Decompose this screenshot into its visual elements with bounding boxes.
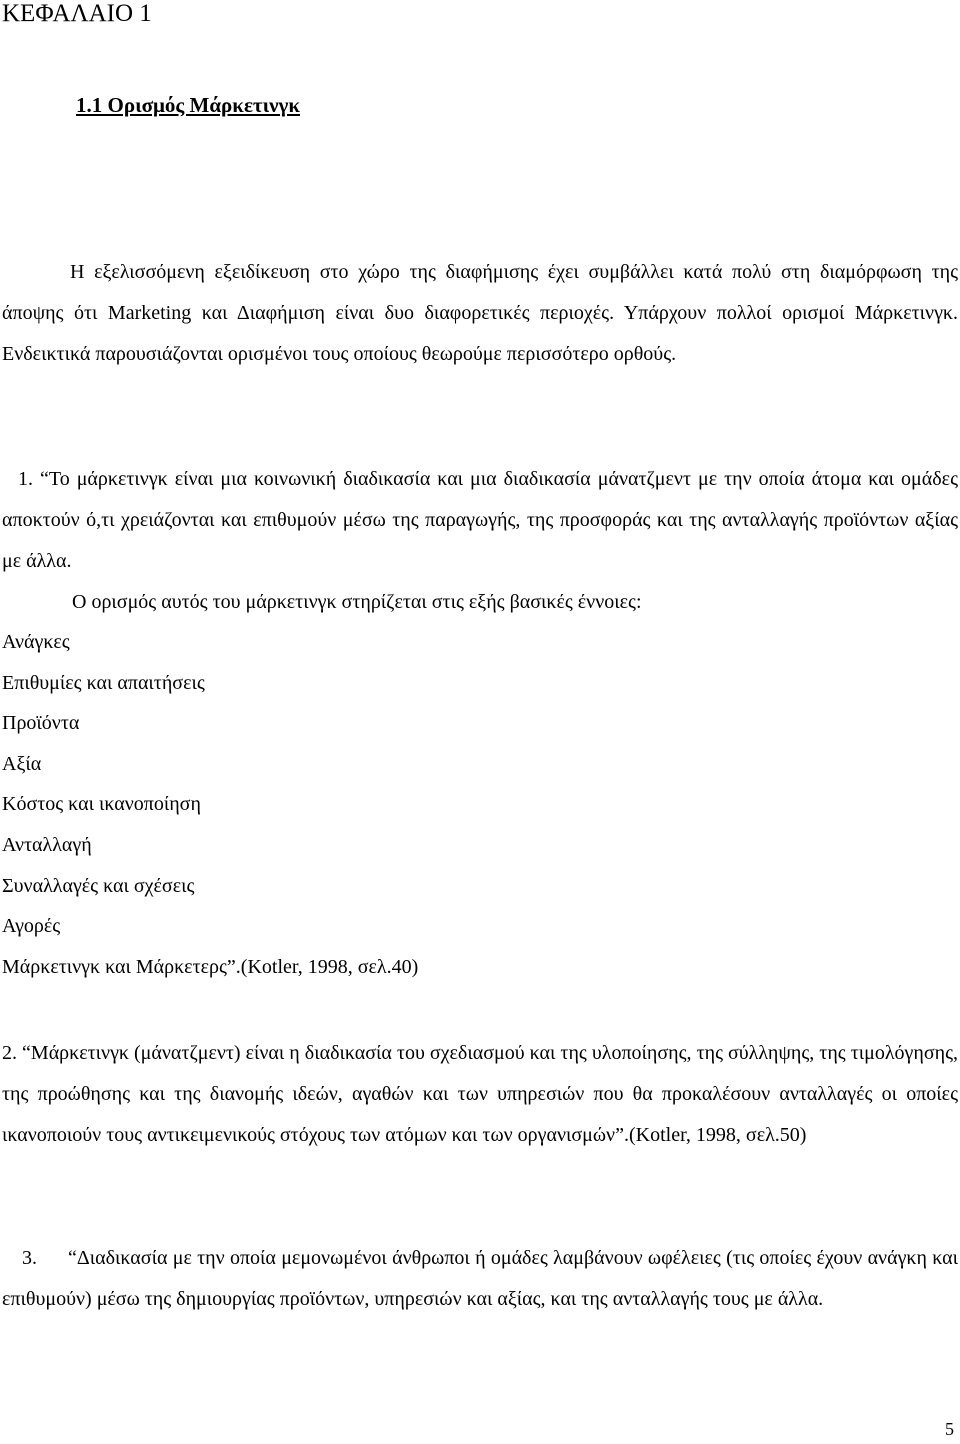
list-item: Μάρκετινγκ και Μάρκετερς”.(Kotler, 1998, σελ.40) — [2, 955, 419, 978]
definition-1 — [2, 459, 958, 582]
chapter-title: ΚΕΦΑΛΑΙΟ 1 — [2, 0, 152, 27]
list-item: Ανάγκες — [2, 631, 70, 653]
list-item: Συναλλαγές και σχέσεις — [2, 874, 195, 897]
definition-text: “Μάρκετινγκ (μάνατζμεντ) είναι η διαδικασία του σχεδιασμού και της υλοποίησης, της σύλληψης, της τιμολόγησης, της προώθησης και της διανομής ιδεών, αγαθών και των υπηρεσιών που θα προκαλέσουν ανταλλαγές οι οποίες ικανοποιούν τους αντικειμενικούς στόχους των ατόμων και των οργανισμών”.(Kotler, 1998, σελ.50) — [2, 1042, 959, 1146]
definition-number: 3. — [22, 1247, 37, 1269]
list-item: Αγορές — [2, 915, 61, 938]
intro-paragraph: Η εξελισσόμενη εξειδίκευση στο χώρο της διαφήμισης έχει συμβάλλει κατά πολύ στη διαμόρφωση της άποψης ότι Marketing και Διαφήμιση είναι δυο διαφορετικές περιοχές. Υπάρχουν πολλοί ορισμοί Μάρκετινγκ. Ενδεικτικά παρουσιάζονται ορισμένοι τους οποίους θεωρούμε περισσότερο ορθούς. — [2, 261, 958, 365]
definition-text: “Διαδικασία με την οποία μεμονωμένοι άνθρωποι ή ομάδες λαμβάνουν ωφέλειες (τις οποίες έχουν ανάγκη και επιθυμούν) μέσω της δημιουργίας προϊόντων, υπηρεσιών και αξίας, και της ανταλλαγής τους με άλλα. — [2, 1247, 958, 1310]
list-item: Αξία — [2, 752, 42, 775]
list-item: Ανταλλαγή — [2, 833, 92, 856]
concepts-lead: Ο ορισμός αυτός του μάρκετινγκ στηρίζεται στις εξής βασικές έννοιες: — [72, 591, 642, 613]
definition-2 — [2, 1033, 958, 1156]
definition-number: 1. — [18, 468, 33, 490]
definition-3 — [2, 1238, 958, 1320]
list-item: Προϊόντα — [2, 712, 80, 735]
definition-number: 2. — [2, 1042, 17, 1064]
concepts-list — [2, 622, 418, 987]
section-title: 1.1 Ορισμός Μάρκετινγκ — [76, 93, 300, 117]
list-item: Επιθυμίες και απαιτήσεις — [2, 671, 205, 694]
page-number: 5 — [945, 1419, 954, 1439]
list-item: Κόστος και ικανοποίηση — [2, 793, 201, 816]
definition-text: “Το μάρκετινγκ είναι μια κοινωνική διαδικασία και μια διαδικασία μάνατζμεντ με την οποία άτομα και ομάδες αποκτούν ό,τι χρειάζονται και επιθυμούν μέσω της παραγωγής, της προσφοράς και της ανταλλαγής προϊόντων αξίας με άλλα. — [2, 468, 959, 572]
